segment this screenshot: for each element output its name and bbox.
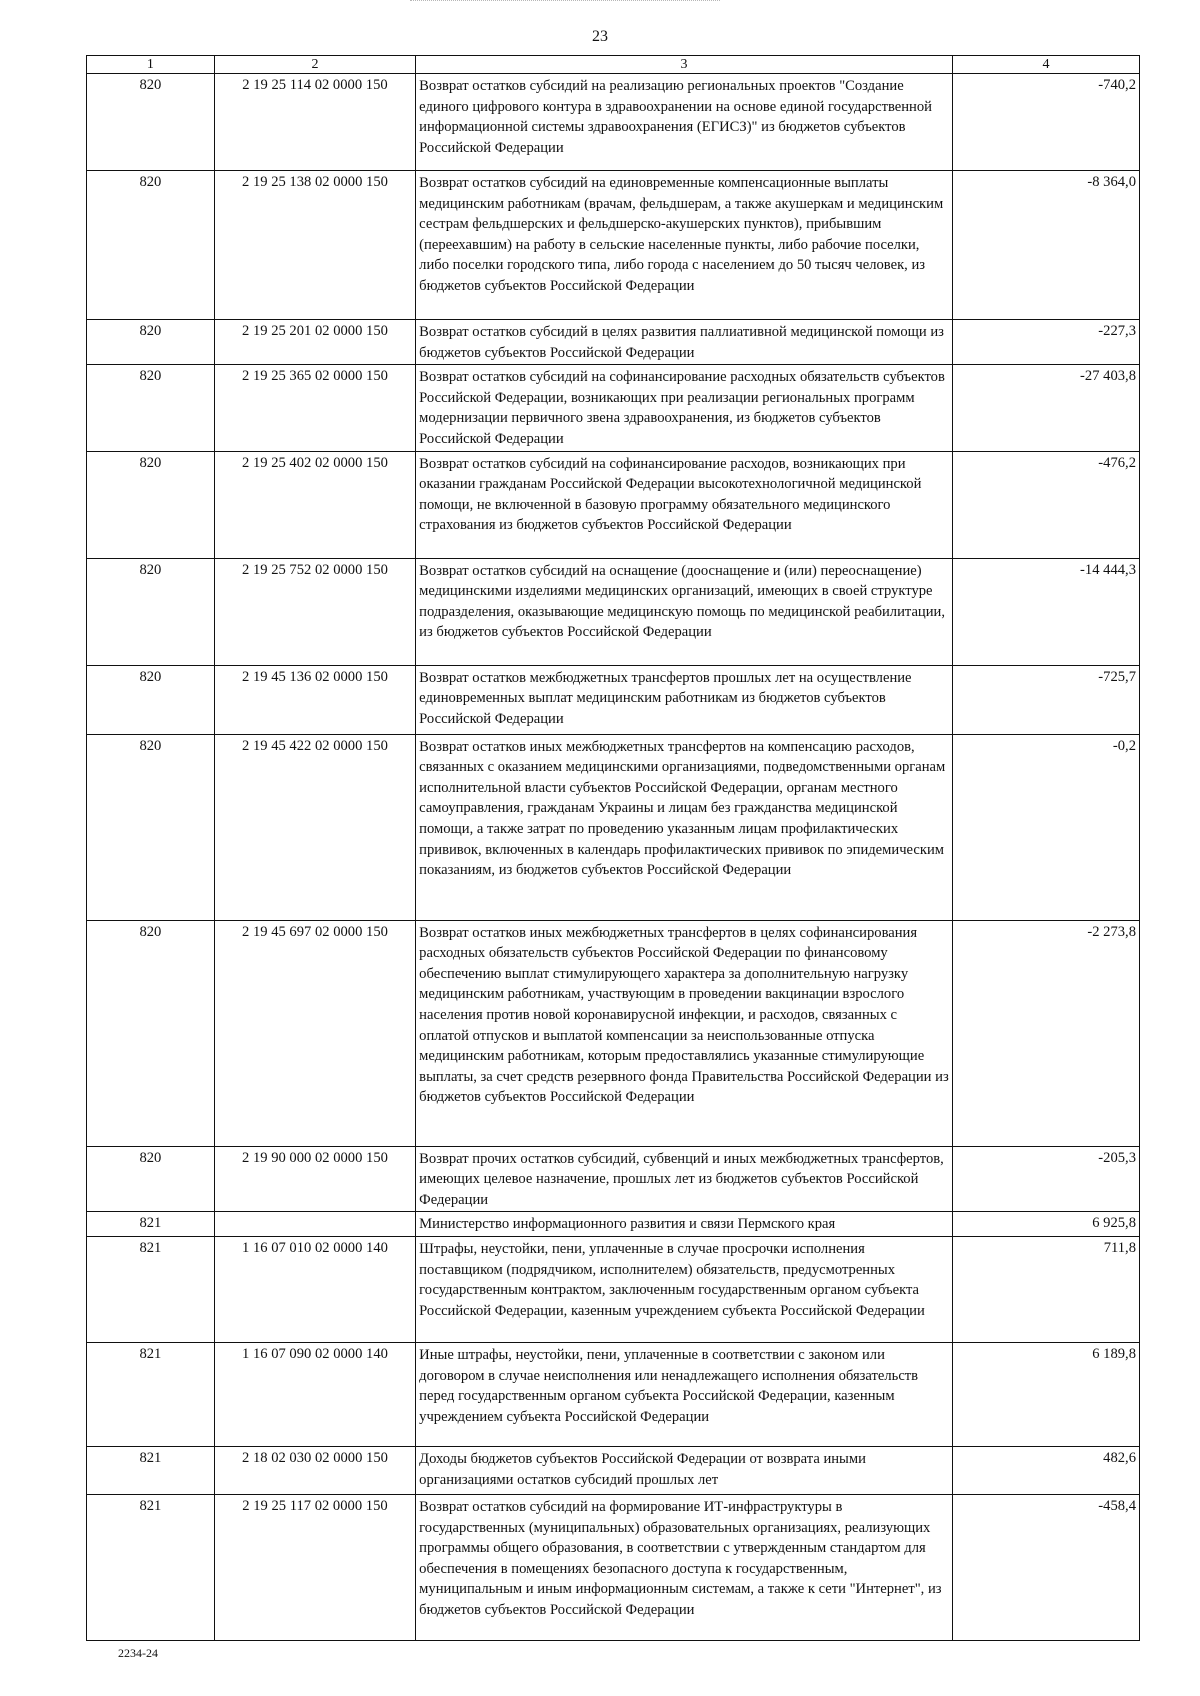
amount: 6 925,8 [952,1212,1139,1237]
budget-code: 2 19 25 114 02 0000 150 [214,74,415,171]
revenue-name: Иные штрафы, неустойки, пени, уплаченные в соответствии с законом или договором в случае неисполнения или ненадлежащего исполнения обязательств перед государственным органом субъекта Российской Федерации, казенным учреждением субъекта Российской Федерации [416,1342,953,1446]
scan-artifact [410,0,720,7]
admin-code: 821 [87,1212,215,1237]
budget-code: 2 19 45 422 02 0000 150 [214,734,415,920]
amount: -740,2 [952,74,1139,171]
admin-code: 820 [87,1146,215,1212]
table-row [87,734,1140,920]
revenue-name: Возврат остатков межбюджетных трансфертов прошлых лет на осуществление единовременных выплат медицинским работникам из бюджетов субъектов Российской Федерации [416,665,953,734]
revenue-name: Министерство информационного развития и связи Пермского края [416,1212,953,1237]
admin-code: 821 [87,1494,215,1640]
admin-code: 820 [87,74,215,171]
revenue-name: Возврат остатков иных межбюджетных трансфертов на компенсацию расходов, связанных с оказанием медицинскими организациями, подведомственными органам исполнительной власти субъектов Российской Федерации, органам местного самоуправления, гражданам Украины и лицам без гражданства медицинской помощи, а также затрат по проведению указанным лицам профилактических прививок, включенных в календарь профилактических прививок по эпидемическим показаниям, из бюджетов субъектов Российской Федерации [416,734,953,920]
amount: -0,2 [952,734,1139,920]
amount: -8 364,0 [952,171,1139,320]
amount: 482,6 [952,1446,1139,1494]
amount: -458,4 [952,1494,1139,1640]
table-row [87,365,1140,451]
admin-code: 821 [87,1236,215,1342]
admin-code: 820 [87,665,215,734]
budget-code: 1 16 07 010 02 0000 140 [214,1236,415,1342]
budget-code: 2 19 45 697 02 0000 150 [214,920,415,1146]
admin-code: 821 [87,1446,215,1494]
admin-code: 820 [87,365,215,451]
amount: -227,3 [952,320,1139,365]
header-col-3: 3 [416,56,953,74]
amount: -2 273,8 [952,920,1139,1146]
table-row [87,171,1140,320]
amount: -27 403,8 [952,365,1139,451]
header-row [87,56,1140,74]
table-row [87,665,1140,734]
amount: -725,7 [952,665,1139,734]
table-row [87,1446,1140,1494]
table-row [87,558,1140,665]
admin-code: 820 [87,734,215,920]
table-row [87,74,1140,171]
admin-code: 821 [87,1342,215,1446]
budget-code: 2 19 45 136 02 0000 150 [214,665,415,734]
amount: -14 444,3 [952,558,1139,665]
budget-code: 2 19 90 000 02 0000 150 [214,1146,415,1212]
revenue-name: Возврат остатков субсидий на реализацию региональных проектов "Создание единого цифрового контура в здравоохранении на основе единой государственной информационной системы здравоохранения (ЕГИСЗ)" из бюджетов субъектов Российской Федерации [416,74,953,171]
amount: 6 189,8 [952,1342,1139,1446]
header-col-4: 4 [952,56,1139,74]
revenue-name: Возврат прочих остатков субсидий, субвенций и иных межбюджетных трансфертов, имеющих целевое назначение, прошлых лет из бюджетов субъектов Российской Федерации [416,1146,953,1212]
document-code: 2234-24 [118,1646,158,1660]
revenue-name: Доходы бюджетов субъектов Российской Федерации от возврата иными организациями остатков субсидий прошлых лет [416,1446,953,1494]
table-row [87,1146,1140,1212]
revenue-table [86,55,1140,1641]
revenue-name: Возврат остатков субсидий в целях развития паллиативной медицинской помощи из бюджетов субъектов Российской Федерации [416,320,953,365]
table-row [87,1212,1140,1237]
table-row [87,451,1140,558]
budget-code: 2 19 25 138 02 0000 150 [214,171,415,320]
budget-code [214,1212,415,1237]
budget-code: 2 18 02 030 02 0000 150 [214,1446,415,1494]
admin-code: 820 [87,320,215,365]
table-row [87,320,1140,365]
admin-code: 820 [87,558,215,665]
table-row [87,920,1140,1146]
revenue-name: Возврат остатков субсидий на единовременные компенсационные выплаты медицинским работникам (врачам, фельдшерам, а также акушеркам и медицинским сестрам фельдшерских и фельдшерско-акушерских пунктов), прибывшим (переехавшим) на работу в сельские населенные пункты, либо рабочие поселки, либо поселки городского типа, либо города с населением до 50 тысяч человек, из бюджетов субъектов Российской Федерации [416,171,953,320]
header-col-2: 2 [214,56,415,74]
amount: -205,3 [952,1146,1139,1212]
page-number: 23 [592,28,608,45]
table-row [87,1342,1140,1446]
revenue-name: Возврат остатков субсидий на софинансирование расходов, возникающих при оказании гражданам Российской Федерации высокотехнологичной медицинской помощи, не включенной в базовую программу обязательного медицинского страхования из бюджетов субъектов Российской Федерации [416,451,953,558]
budget-code: 2 19 25 752 02 0000 150 [214,558,415,665]
admin-code: 820 [87,920,215,1146]
amount: -476,2 [952,451,1139,558]
table-row [87,1494,1140,1640]
budget-code: 2 19 25 201 02 0000 150 [214,320,415,365]
revenue-name: Возврат остатков субсидий на формирование ИТ-инфраструктуры в государственных (муниципальных) образовательных организациях, реализующих программы общего образования, в соответствии с утвержденным стандартом для обеспечения в помещениях безопасного доступа к государственным, муниципальным и иным информационным системам, а также к сети "Интернет", из бюджетов субъектов Российской Федерации [416,1494,953,1640]
budget-code: 2 19 25 117 02 0000 150 [214,1494,415,1640]
revenue-name: Штрафы, неустойки, пени, уплаченные в случае просрочки исполнения поставщиком (подрядчиком, исполнителем) обязательств, предусмотренных государственным контрактом, заключенным государственным органом субъекта Российской Федерации, казенным учреждением субъекта Российской Федерации [416,1236,953,1342]
table-row [87,1236,1140,1342]
budget-code: 2 19 25 402 02 0000 150 [214,451,415,558]
revenue-name: Возврат остатков иных межбюджетных трансфертов в целях софинансирования расходных обязательств субъектов Российской Федерации по финансовому обеспечению выплат стимулирующего характера за дополнительную нагрузку медицинским работникам, участвующим в проведении вакцинации взрослого населения против новой коронавирусной инфекции, и расходов, связанных с оплатой отпусков и выплатой компенсации за неиспользованные отпуска медицинским работникам, которым предоставлялись указанные стимулирующие выплаты, за счет средств резервного фонда Правительства Российской Федерации из бюджетов субъектов Российской Федерации [416,920,953,1146]
revenue-name: Возврат остатков субсидий на софинансирование расходных обязательств субъектов Российской Федерации, возникающих при реализации региональных программ модернизации первичного звена здравоохранения, из бюджетов субъектов Российской Федерации [416,365,953,451]
amount: 711,8 [952,1236,1139,1342]
admin-code: 820 [87,171,215,320]
revenue-name: Возврат остатков субсидий на оснащение (дооснащение и (или) переоснащение) медицинскими изделиями медицинских организаций, имеющих в своей структуре подразделения, оказывающие медицинскую помощь по медицинской реабилитации, из бюджетов субъектов Российской Федерации [416,558,953,665]
header-col-1: 1 [87,56,215,74]
admin-code: 820 [87,451,215,558]
budget-code: 1 16 07 090 02 0000 140 [214,1342,415,1446]
budget-code: 2 19 25 365 02 0000 150 [214,365,415,451]
